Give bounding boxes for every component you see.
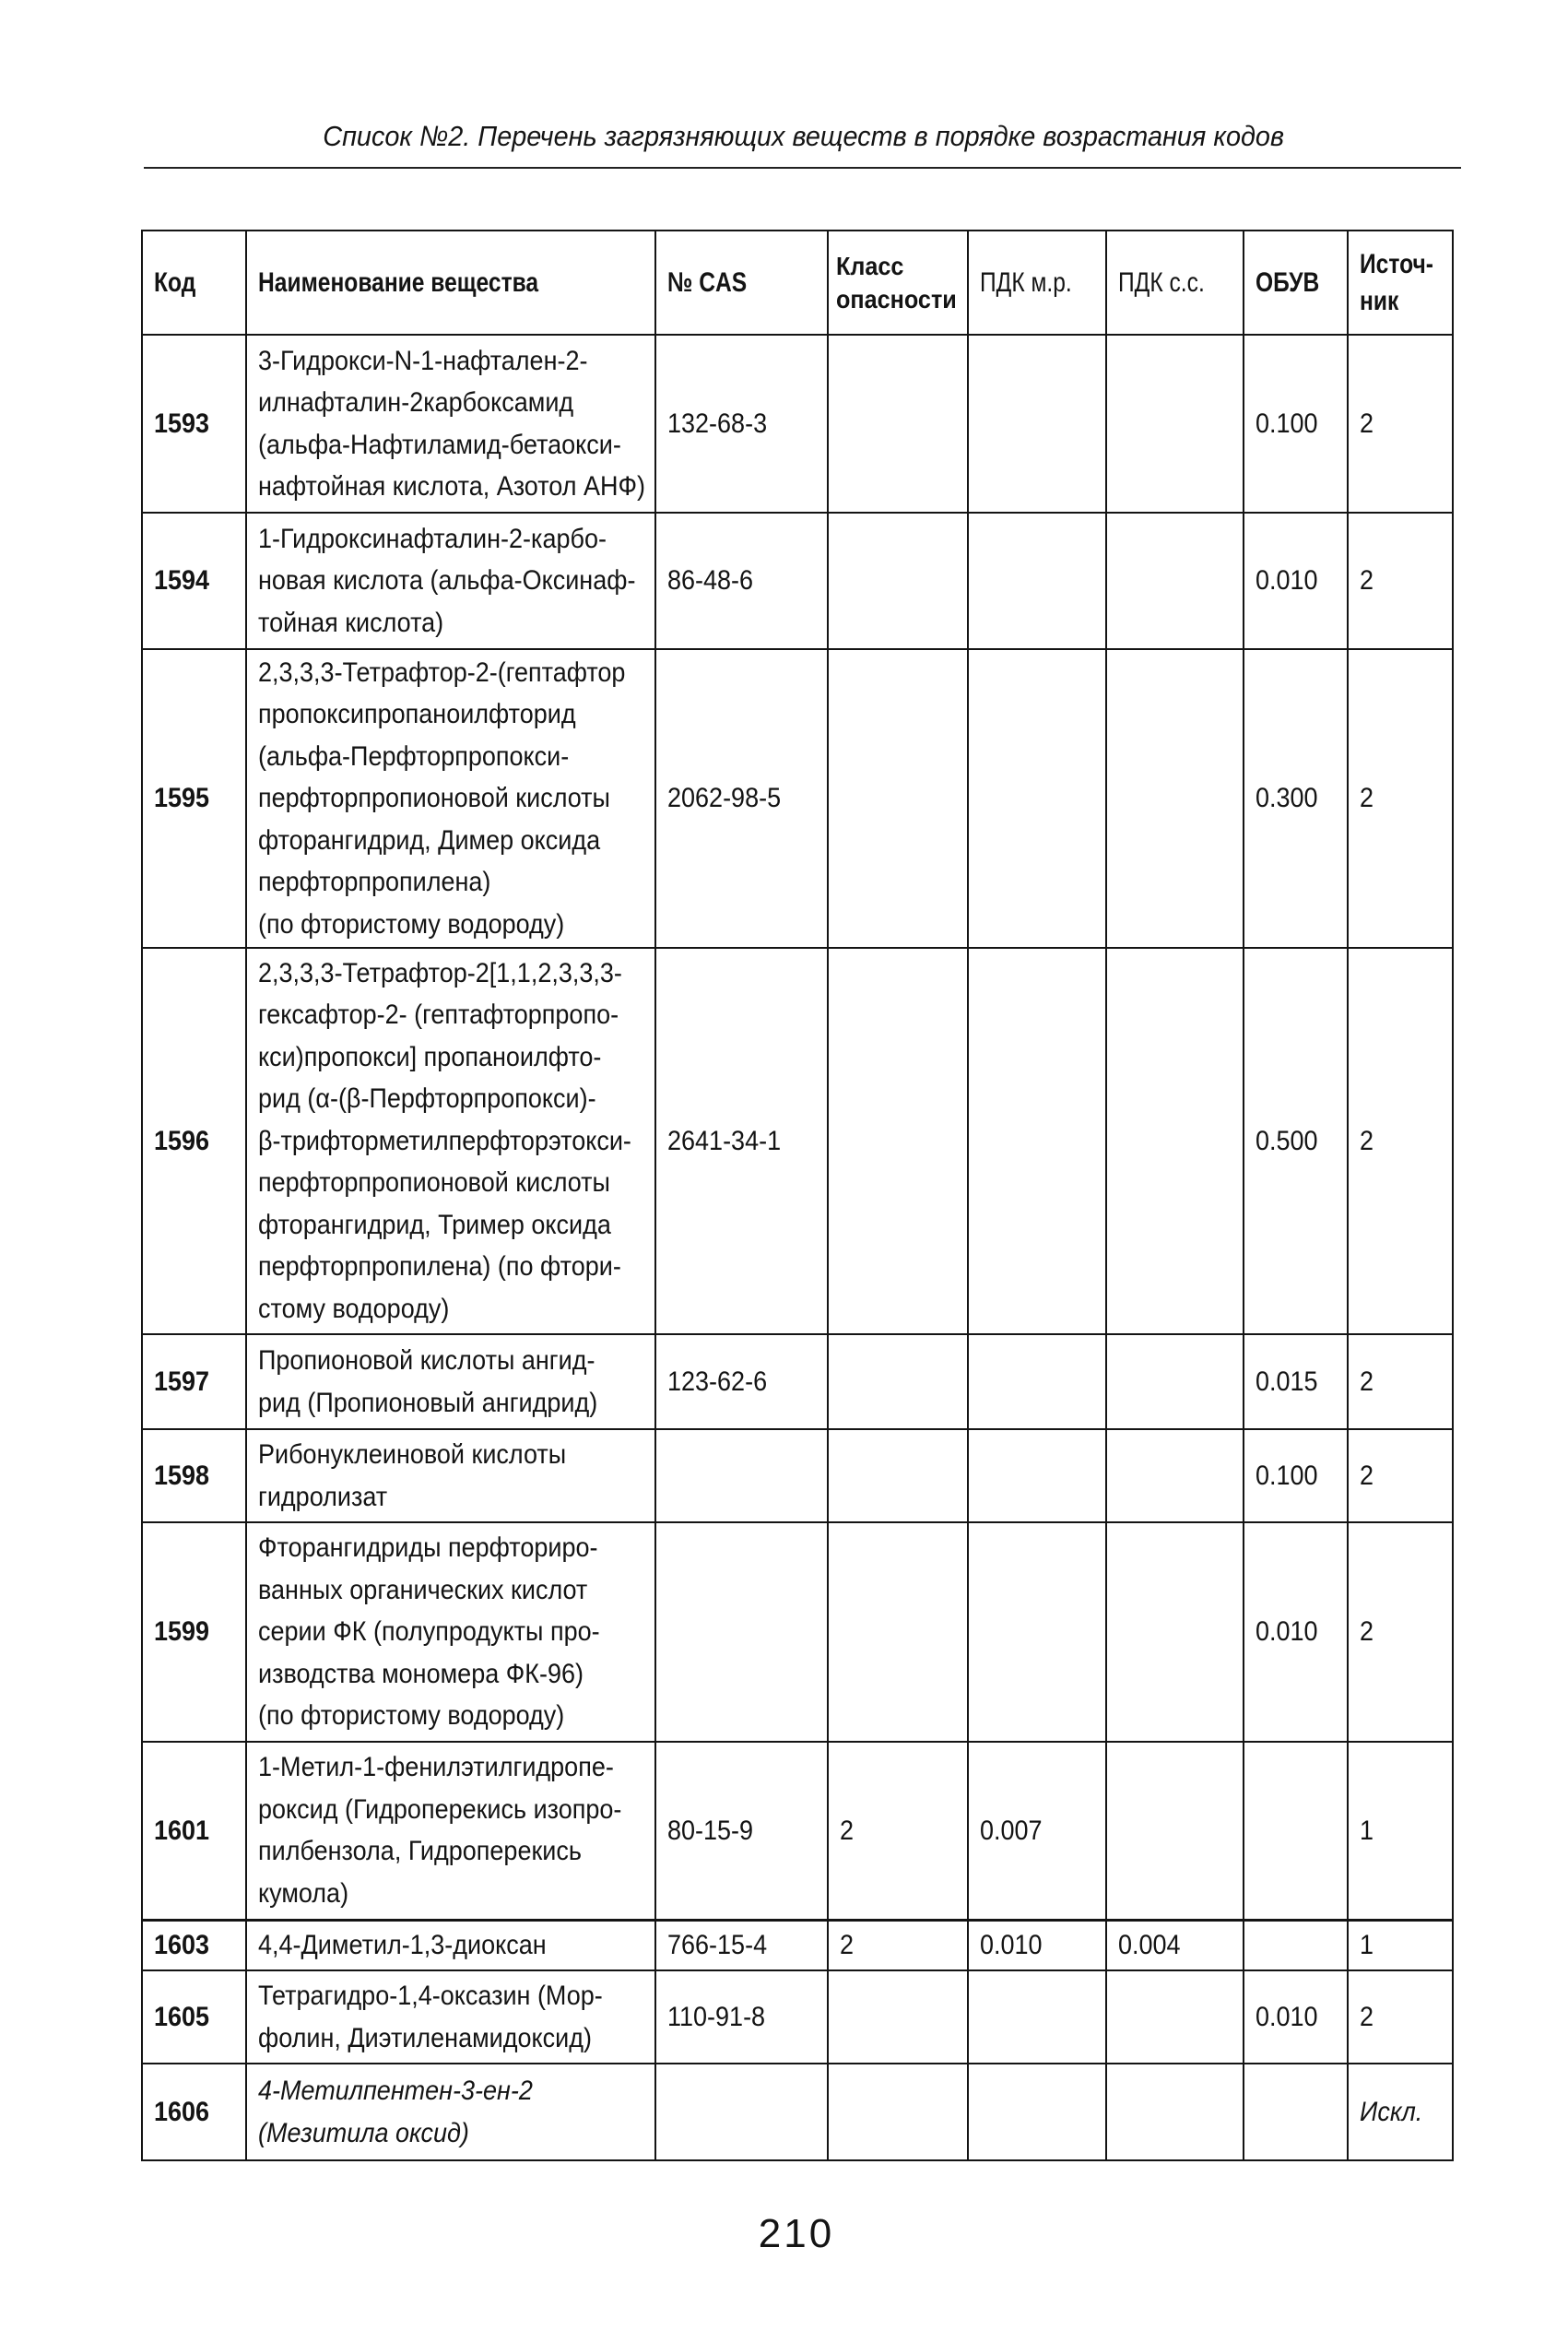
table-cell xyxy=(655,1920,828,1970)
table-cell xyxy=(655,1742,828,1920)
table-cell xyxy=(1106,1522,1244,1742)
header-cell xyxy=(828,231,968,335)
source-value: 1 xyxy=(1360,1815,1374,1846)
obuv-value: 0.100 xyxy=(1256,408,1318,439)
source-value: 2 xyxy=(1360,565,1374,597)
table-cell xyxy=(828,1970,968,2064)
cas-number: 2641-34-1 xyxy=(667,1125,782,1156)
pdk-mr-value: 0.010 xyxy=(980,1930,1043,1960)
table-row xyxy=(142,1334,1453,1429)
source-value: Искл. xyxy=(1360,2096,1423,2127)
obuv-value: 0.100 xyxy=(1256,1460,1318,1491)
table-cell xyxy=(1106,513,1244,649)
table-cell xyxy=(1244,335,1348,513)
table-cell xyxy=(828,1920,968,1970)
table-cell xyxy=(142,2064,246,2160)
obuv-value: 0.500 xyxy=(1256,1125,1318,1156)
pdk-mr-value: 0.007 xyxy=(980,1815,1043,1846)
table-cell xyxy=(142,1742,246,1920)
page-number: 210 xyxy=(758,2211,835,2256)
table-cell xyxy=(1244,1334,1348,1429)
table-cell xyxy=(1106,1970,1244,2064)
source-value: 1 xyxy=(1360,1930,1374,1960)
table-cell xyxy=(1244,1522,1348,1742)
substance-name: 2,3,3,3-Тетрафтор-2[1,1,2,3,3,3- гексафтор-2- (гептафторпропо- кси)пропокси] пропаноилфто- рид (α-(β-Перфторпропокси)- β-трифторметилперфторэтокси- перфторпропионовой кислоты фторангидрид, Тример оксида перфторпропилена) (по фтори- стому водороду) xyxy=(258,957,631,1324)
table-cell xyxy=(1244,2064,1348,2160)
table-cell xyxy=(968,1742,1106,1920)
source-value: 2 xyxy=(1360,1125,1374,1156)
table-row xyxy=(142,2064,1453,2160)
header-cell xyxy=(1348,231,1453,335)
header-pdk-mr: ПДК м.р. xyxy=(980,266,1072,298)
header-cell xyxy=(246,231,655,335)
table-cell xyxy=(655,1429,828,1522)
hazard-class: 2 xyxy=(840,1815,855,1846)
table-cell xyxy=(968,1334,1106,1429)
table-cell xyxy=(655,335,828,513)
table-cell xyxy=(246,335,655,513)
substance-code: 1603 xyxy=(154,1930,210,1960)
header-code: Код xyxy=(154,266,196,298)
table-row xyxy=(142,1429,1453,1522)
running-title-text: Список №2. Перечень загрязняющих веществ в порядке возрастания кодов xyxy=(323,120,1285,152)
table-cell xyxy=(246,1920,655,1970)
substance-name: Пропионовой кислоты ангид- рид (Пропионовый ангидрид) xyxy=(258,1345,598,1418)
table-cell xyxy=(828,649,968,948)
table-cell xyxy=(1106,1920,1244,1970)
running-title xyxy=(148,118,1459,155)
table-cell xyxy=(968,513,1106,649)
table-cell xyxy=(828,1429,968,1522)
substance-name: 4-Метилпентен-3-ен-2 (Мезитила оксид) xyxy=(258,2076,533,2148)
source-value: 2 xyxy=(1360,783,1374,814)
table-cell xyxy=(655,649,828,948)
table-cell xyxy=(828,2064,968,2160)
source-value: 2 xyxy=(1360,408,1374,439)
table-cell xyxy=(1348,948,1453,1334)
source-value: 2 xyxy=(1360,2001,1374,2032)
substance-code: 1599 xyxy=(154,1616,210,1648)
substance-code: 1605 xyxy=(154,2001,210,2032)
table-cell xyxy=(828,335,968,513)
substance-code: 1596 xyxy=(154,1125,210,1156)
table-cell xyxy=(142,335,246,513)
table-cell xyxy=(142,1429,246,1522)
pdk-ss-value: 0.004 xyxy=(1118,1930,1181,1960)
table-cell xyxy=(246,948,655,1334)
table-cell xyxy=(246,2064,655,2160)
table-cell xyxy=(968,1429,1106,1522)
table-cell xyxy=(1244,513,1348,649)
obuv-value: 0.015 xyxy=(1256,1366,1318,1397)
obuv-value: 0.010 xyxy=(1256,2001,1318,2032)
substance-code: 1593 xyxy=(154,408,210,439)
substance-name: Рибонуклеиновой кислоты гидролизат xyxy=(258,1439,567,1512)
table-cell xyxy=(246,649,655,948)
table-cell xyxy=(828,1334,968,1429)
table-cell xyxy=(142,1334,246,1429)
header-cell xyxy=(1244,231,1348,335)
table-cell xyxy=(828,513,968,649)
table-cell xyxy=(968,1522,1106,1742)
table-cell xyxy=(246,1742,655,1920)
substance-code: 1598 xyxy=(154,1460,210,1491)
table-cell xyxy=(142,1522,246,1742)
cas-number: 110-91-8 xyxy=(667,2001,766,2032)
table-cell xyxy=(828,1522,968,1742)
substance-name: 2,3,3,3-Тетрафтор-2-(гептафтор пропоксипропаноилфторид (альфа-Перфторпропокси- перфторпропионовой кислоты фторангидрид, Димер оксида перфторпропилена) (по фтористому водороду) xyxy=(258,656,626,940)
substance-name: 3-Гидрокси-N-1-нафтален-2- илнафталин-2карбоксамид (альфа-Нафтиламид-бетаокси- нафтойная кислота, Азотол АНФ) xyxy=(258,345,645,502)
header-cell xyxy=(968,231,1106,335)
table-cell xyxy=(968,1970,1106,2064)
header-hazard-class: Класс опасности xyxy=(836,251,957,313)
table-cell xyxy=(142,1970,246,2064)
cas-number: 2062-98-5 xyxy=(667,783,782,814)
table-row xyxy=(142,1970,1453,2064)
table-cell xyxy=(1348,335,1453,513)
table-cell xyxy=(968,649,1106,948)
table-cell xyxy=(1348,1334,1453,1429)
table-cell xyxy=(655,513,828,649)
substance-name: Фторангидриды перфториро- ванных органических кислот серии ФК (полупродукты про- изводства мономера ФК-96) (по фтористому водороду) xyxy=(258,1532,600,1732)
substance-code: 1601 xyxy=(154,1815,210,1846)
table-cell xyxy=(1244,1742,1348,1920)
table-cell xyxy=(246,1334,655,1429)
table-row xyxy=(142,335,1453,513)
substance-name: 1-Метил-1-фенилэтилгидропе- роксид (Гидроперекись изопро- пилбензола, Гидроперекись кумола) xyxy=(258,1752,622,1909)
table-cell xyxy=(246,1970,655,2064)
header-source: Источ- ник xyxy=(1360,248,1433,316)
table-cell xyxy=(655,1970,828,2064)
header-pdk-ss: ПДК с.с. xyxy=(1118,266,1205,298)
cas-number: 80-15-9 xyxy=(667,1815,754,1846)
table-row xyxy=(142,1742,1453,1920)
table-cell xyxy=(142,513,246,649)
cas-number: 123-62-6 xyxy=(667,1366,768,1397)
pollutants-table xyxy=(141,230,1454,2161)
substance-name: Тетрагидро-1,4-оксазин (Мор- фолин, Диэтиленамидоксид) xyxy=(258,1981,603,2053)
table-cell xyxy=(1106,335,1244,513)
table-cell xyxy=(655,948,828,1334)
table-cell xyxy=(828,948,968,1334)
header-name: Наименование вещества xyxy=(258,266,539,298)
substance-code: 1594 xyxy=(154,565,210,597)
substance-name: 4,4-Диметил-1,3-диоксан xyxy=(258,1930,547,1960)
substance-code: 1595 xyxy=(154,783,210,814)
table-cell xyxy=(1348,1522,1453,1742)
table-cell xyxy=(1106,1429,1244,1522)
table-cell xyxy=(1348,513,1453,649)
header-rule xyxy=(144,167,1461,169)
table-row xyxy=(142,513,1453,649)
obuv-value: 0.010 xyxy=(1256,1616,1318,1648)
table-cell xyxy=(1348,1920,1453,1970)
obuv-value: 0.300 xyxy=(1256,783,1318,814)
table-cell xyxy=(1244,1970,1348,2064)
table-cell xyxy=(142,948,246,1334)
table-cell xyxy=(1244,1920,1348,1970)
table-cell xyxy=(968,1920,1106,1970)
table-cell xyxy=(1106,649,1244,948)
table-cell xyxy=(1348,649,1453,948)
table-cell xyxy=(1244,1429,1348,1522)
cas-number: 766-15-4 xyxy=(667,1930,768,1960)
table-cell xyxy=(1106,1334,1244,1429)
table-cell xyxy=(246,513,655,649)
source-value: 2 xyxy=(1360,1460,1374,1491)
table-row xyxy=(142,948,1453,1334)
table-cell xyxy=(655,1334,828,1429)
table-cell xyxy=(655,1522,828,1742)
table-cell xyxy=(1348,2064,1453,2160)
table-cell xyxy=(246,1429,655,1522)
table-cell xyxy=(1244,649,1348,948)
header-obuv: ОБУВ xyxy=(1256,266,1320,298)
table-cell xyxy=(1106,948,1244,1334)
hazard-class: 2 xyxy=(840,1930,855,1960)
table-row xyxy=(142,1522,1453,1742)
table-cell xyxy=(655,2064,828,2160)
substance-code: 1606 xyxy=(154,2096,210,2127)
table-cell xyxy=(1106,2064,1244,2160)
table-cell xyxy=(828,1742,968,1920)
header-cell xyxy=(655,231,828,335)
table-cell xyxy=(246,1522,655,1742)
table-cell xyxy=(1348,1429,1453,1522)
header-cell xyxy=(1106,231,1244,335)
table-cell xyxy=(1348,1742,1453,1920)
table-cell xyxy=(142,1920,246,1970)
substance-name: 1-Гидроксинафталин-2-карбо- новая кислота (альфа-Оксинаф- тойная кислота) xyxy=(258,523,636,638)
obuv-value: 0.010 xyxy=(1256,565,1318,597)
source-value: 2 xyxy=(1360,1366,1374,1397)
table-header-row xyxy=(142,231,1453,335)
table-cell xyxy=(142,649,246,948)
table-cell xyxy=(1106,1742,1244,1920)
cas-number: 132-68-3 xyxy=(667,408,768,439)
table-cell xyxy=(1244,948,1348,1334)
table-cell xyxy=(968,2064,1106,2160)
header-cas: № CAS xyxy=(667,266,748,298)
table-row xyxy=(142,649,1453,948)
header-cell xyxy=(142,231,246,335)
table-cell xyxy=(1348,1970,1453,2064)
source-value: 2 xyxy=(1360,1616,1374,1648)
cas-number: 86-48-6 xyxy=(667,565,754,597)
substance-code: 1597 xyxy=(154,1366,210,1397)
table-cell xyxy=(968,948,1106,1334)
table-cell xyxy=(968,335,1106,513)
table-row xyxy=(142,1920,1453,1970)
